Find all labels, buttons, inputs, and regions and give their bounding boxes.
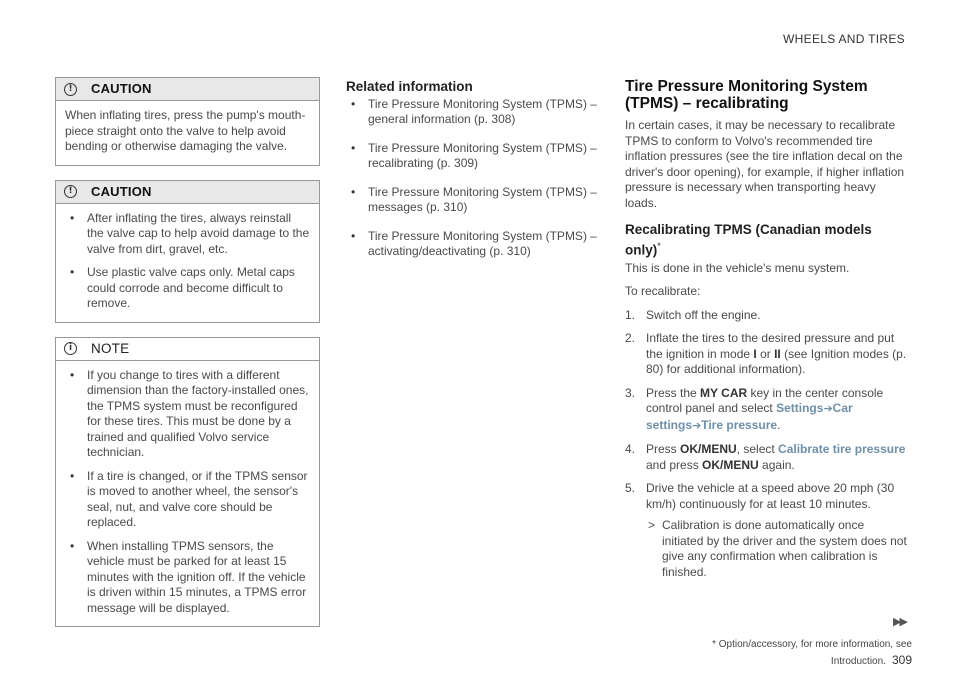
note-header xyxy=(56,338,319,361)
related-information xyxy=(346,79,604,273)
step-item: 3. Press the MY CAR key in the center console control panel and select Settings➔Car settings➔Tire pressure. xyxy=(625,385,884,432)
step-number: 1. xyxy=(625,307,636,322)
key-label: MY CAR xyxy=(700,385,748,400)
result-marker: > xyxy=(648,518,656,532)
related-heading: Related information xyxy=(346,79,473,94)
caution-title: CAUTION xyxy=(91,81,152,97)
step-item: 5. Drive the vehicle at a speed above 20 mph (30 km/h) continuously for at least 10 minutes. > Calibration is done automatically once initiated by the driver and the system does not give any confirmation when calibration is finished. xyxy=(625,481,907,579)
key-label: OK/MENU xyxy=(680,442,737,456)
step-number: 5. xyxy=(625,481,636,495)
info-icon: i xyxy=(64,342,77,355)
section-title: Tire Pressure Monitoring System (TPMS) – recalibrating xyxy=(625,78,868,112)
note-title: NOTE xyxy=(91,340,130,356)
list-item: • After inflating the tires, always reinstall the valve cap to help avoid damage to the valve from dirt, gravel, etc. xyxy=(65,211,310,258)
next-page-icon: ▶▶ xyxy=(893,616,906,628)
menu-path-item: Calibrate tire pressure xyxy=(778,442,906,456)
caution-header xyxy=(56,181,319,204)
related-link[interactable]: • Tire Pressure Monitoring System (TPMS) – messages (p. 310) xyxy=(346,185,604,216)
menu-path-item: Car settings xyxy=(646,401,853,432)
paragraph: This is done in the vehicle's menu system. xyxy=(625,260,850,275)
step-number: 3. xyxy=(625,385,636,400)
caution-title: CAUTION xyxy=(91,183,152,199)
page-number: 309 xyxy=(891,652,912,667)
step-item: 2. Inflate the tires to the desired pressure and put the ignition in mode I or II (see Ignition modes (p. 80) for additional information). xyxy=(625,331,907,376)
menu-path-item: Settings xyxy=(776,401,824,415)
caution-box-valve-caps xyxy=(55,180,320,323)
related-link[interactable]: • Tire Pressure Monitoring System (TPMS) – general information (p. 308) xyxy=(346,97,604,128)
note-box xyxy=(55,337,320,628)
caution-header xyxy=(56,78,319,101)
step-item: 1. Switch off the engine. xyxy=(625,307,761,322)
warning-icon: ! xyxy=(64,185,77,198)
list-item: • Use plastic valve caps only. Metal caps could corrode and become difficult to remove. xyxy=(65,265,310,312)
page-footer xyxy=(650,637,912,669)
step-item: 4. Press OK/MENU, select Calibrate tire pressure and press OK/MENU again. xyxy=(625,442,906,472)
caution-text: When inflating tires, press the pump's mouth-piece straight onto the valve to help avoid bending or otherwise damaging the valve. xyxy=(65,108,306,153)
step-result: > Calibration is done automatically once initiated by the driver and the system does not give any confirmation when calibration is finished. xyxy=(648,518,907,579)
arrow-right-icon: ➔ xyxy=(823,403,833,415)
menu-path-item: Tire pressure xyxy=(701,417,778,432)
related-link[interactable]: • Tire Pressure Monitoring System (TPMS) – activating/deactivating (p. 310) xyxy=(346,229,604,260)
related-link[interactable]: • Tire Pressure Monitoring System (TPMS) – recalibrating (p. 309) xyxy=(346,141,604,172)
ignition-mode: I xyxy=(753,346,757,361)
ignition-mode: II xyxy=(774,346,781,361)
step-number: 2. xyxy=(625,331,636,345)
warning-icon: ! xyxy=(64,83,77,96)
arrow-right-icon: ➔ xyxy=(692,419,702,432)
subheading: Recalibrating TPMS (Canadian models only)* xyxy=(625,222,872,258)
caution-box-inflating xyxy=(55,77,320,166)
recalibrating-section xyxy=(625,78,907,588)
footnote: * Option/accessory, for more information, see Introduction. xyxy=(712,639,912,667)
intro-paragraph: In certain cases, it may be necessary to recalibrate TPMS to conform to Volvo's recommended tire inflation pressures (see the tire inflation decal on the driver's door opening), for example, if higher inflation pressure is necessary when transporting heavy loads. xyxy=(625,118,905,210)
list-item: • When installing TPMS sensors, the vehicle must be parked for at least 15 minutes with the ignition off. If the vehicle is driven within 15 minutes, a TPMS error message will be displayed. xyxy=(65,539,310,617)
paragraph: To recalibrate: xyxy=(625,284,701,298)
section-header: WHEELS AND TIRES xyxy=(783,32,905,46)
steps-list xyxy=(625,308,907,581)
step-number: 4. xyxy=(625,442,636,456)
list-item: • If you change to tires with a different dimension than the factory-installed ones, the TPMS system must be reconfigured for these tires. This must be done by a trained and qualified Volvo service technician. xyxy=(65,368,310,461)
list-item: • If a tire is changed, or if the TPMS sensor is moved to another wheel, the sensor's seal, nut, and valve core should be replaced. xyxy=(65,469,310,531)
key-label: OK/MENU xyxy=(702,457,759,472)
option-asterisk: * xyxy=(657,241,661,251)
left-column xyxy=(55,77,320,641)
